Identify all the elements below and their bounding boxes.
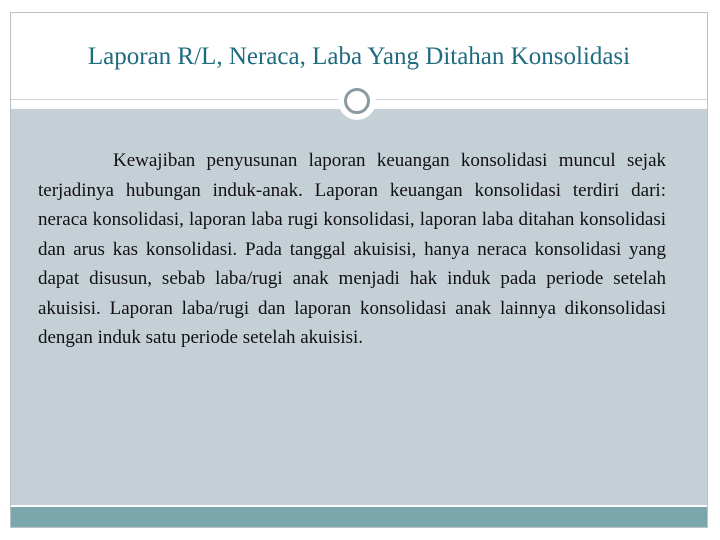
bottom-accent-bar — [11, 507, 707, 527]
slide-title: Laporan R/L, Neraca, Laba Yang Ditahan Konsolidasi — [87, 43, 631, 70]
body-paragraph: Kewajiban penyusunan laporan keuangan konsolidasi muncul sejak terjadinya hubungan induk-anak. Laporan keuangan konsolidasi terdiri dari: neraca konsolidasi, laporan laba rugi konsolidasi, laporan laba ditahan konsolidasi dan arus kas konsolidasi. Pada tanggal akuisisi, hanya neraca konsolidasi yang dapat disusun, sebab laba/rugi anak menjadi hak induk pada periode setelah akuisisi. Laporan laba/rugi dan laporan konsolidasi anak lainnya dikonsolidasi dengan induk satu periode setelah akuisisi. — [38, 150, 666, 348]
circle-ornament-icon — [338, 82, 376, 120]
